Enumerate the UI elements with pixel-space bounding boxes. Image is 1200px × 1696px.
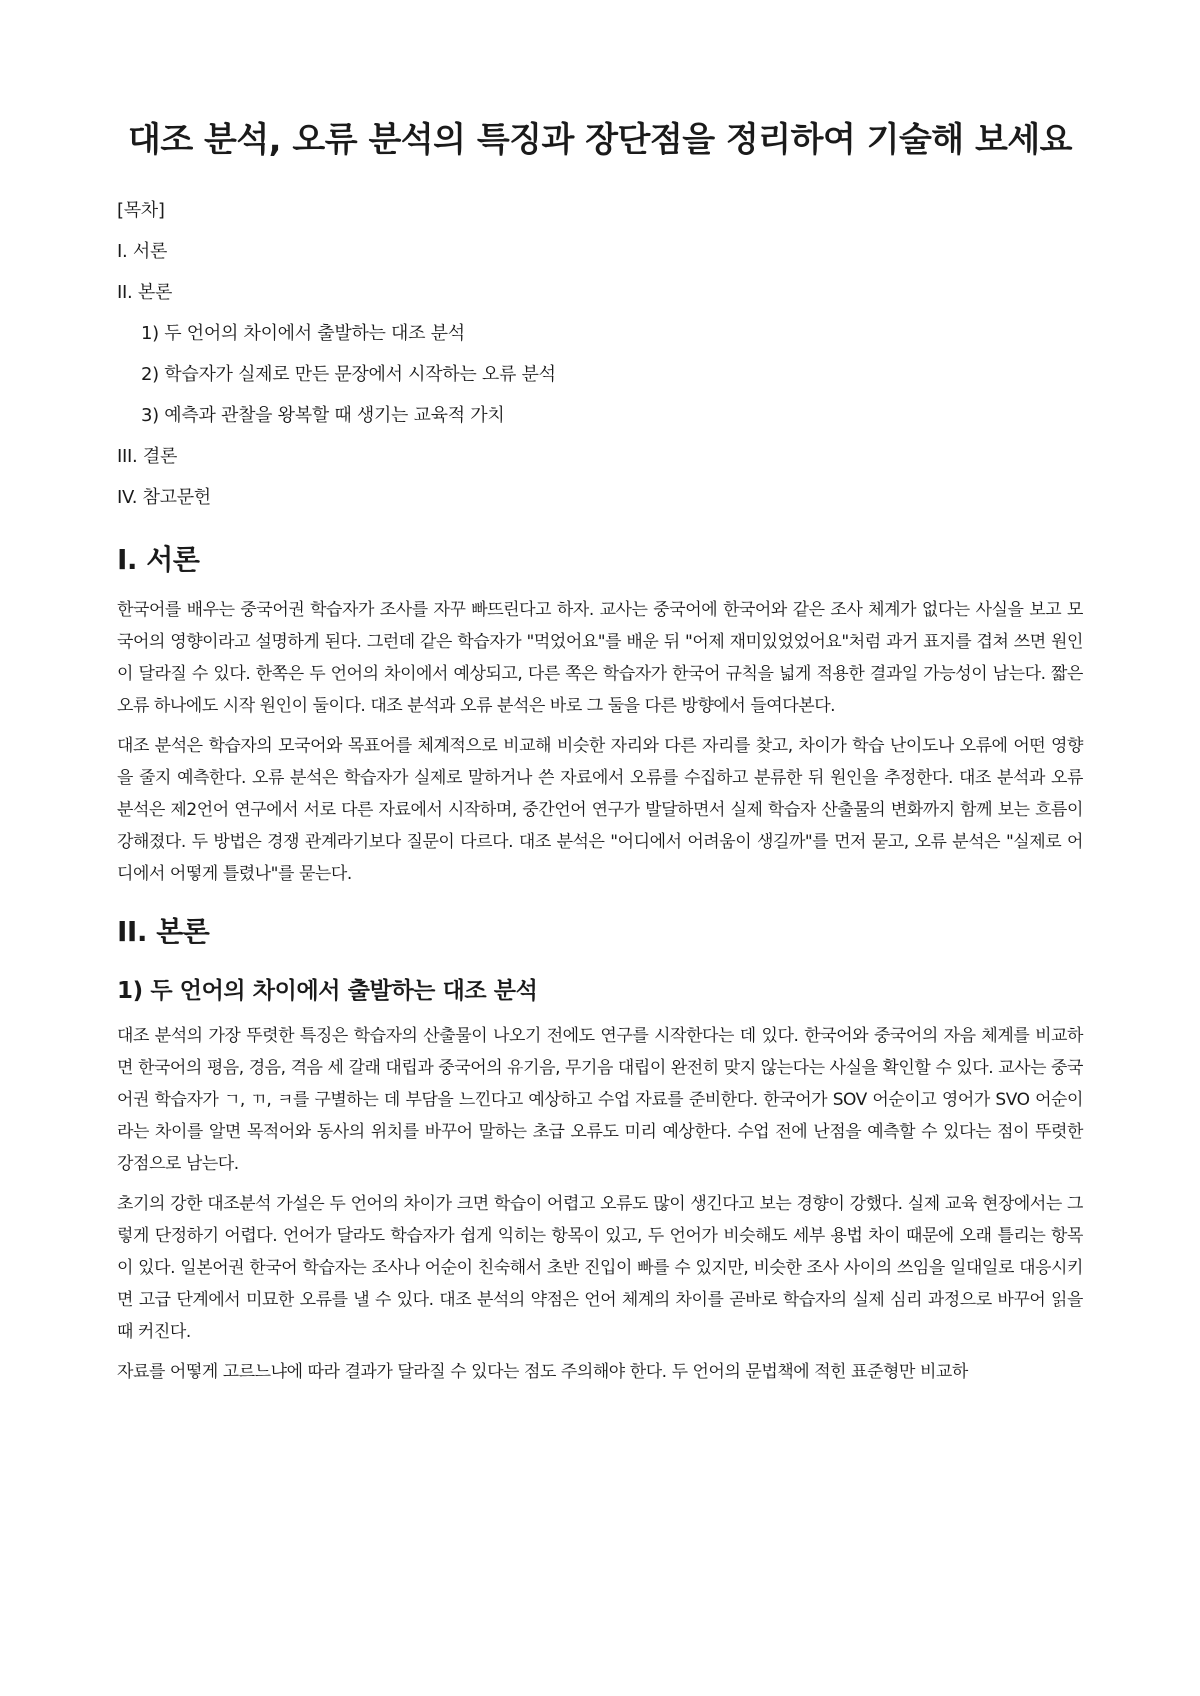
subsection-heading-contrastive: 1) 두 언어의 차이에서 출발하는 대조 분석 [117,978,538,1004]
intro-paragraph-2: 대조 분석은 학습자의 모국어와 목표어를 체계적으로 비교해 비슷한 자리와 다른 자리를 찾고, 차이가 학습 난이도나 오류에 어떤 영향을 줄지 예측한다. 오류 분석은 학습자가 실제로 말하거나 쓴 자료에서 오류를 수집하고 분류한 뒤 원인을 추정한다. 대조 분석과 오류 분석은 제2언어 연구에서 서로 다른 자료에서 시작하며, 중간언어 연구가 발달하면서 실제 학습자 산출물의 변화까지 함께 보는 흐름이 강해졌다. 두 방법은 경쟁 관계라기보다 질문이 다르다. 대조 분석은 "어디에서 어려움이 생길까"를 먼저 묻고, 오류 분석은 "실제로 어디에서 어떻게 틀렸나"를 묻는다. [117,736,1083,884]
toc-item-body-3: 3) 예측과 관찰을 왕복할 때 생기는 교육적 가치 [141,405,505,426]
toc-item-intro: I. 서론 [117,241,168,262]
toc-item-body-2: 2) 학습자가 실제로 만든 문장에서 시작하는 오류 분석 [141,364,556,385]
section-heading-body: II. 본론 [117,915,210,948]
contrastive-paragraph-1: 대조 분석의 가장 뚜렷한 특징은 학습자의 산출물이 나오기 전에도 연구를 시작한다는 데 있다. 한국어와 중국어의 자음 체계를 비교하면 한국어의 평음, 경음, 격음 세 갈래 대립과 중국어의 유기음, 무기음 대립이 완전히 맞지 않는다는 사실을 확인할 수 있다. 교사는 중국어권 학습자가 ㄱ, ㄲ, ㅋ를 구별하는 데 부담을 느낀다고 예상하고 수업 자료를 준비한다. 한국어가 SOV 어순이고 영어가 SVO 어순이라는 차이를 알면 목적어와 동사의 위치를 바꾸어 말하는 초급 오류도 미리 예상한다. 수업 전에 난점을 예측할 수 있다는 점이 뚜렷한 강점으로 남는다. [117,1026,1083,1174]
document-title: 대조 분석, 오류 분석의 특징과 장단점을 정리하여 기술해 보세요 [127,120,1073,160]
section-heading-intro: I. 서론 [117,543,200,576]
toc-item-body-1: 1) 두 언어의 차이에서 출발하는 대조 분석 [141,323,465,344]
toc-item-references: IV. 참고문헌 [117,487,211,508]
intro-paragraph-1: 한국어를 배우는 중국어권 학습자가 조사를 자꾸 빠뜨린다고 하자. 교사는 중국어에 한국어와 같은 조사 체계가 없다는 사실을 보고 모국어의 영향이라고 설명하게 된다. 그런데 같은 학습자가 "먹었어요"를 배운 뒤 "어제 재미있었었어요"처럼 과거 표지를 겹쳐 쓰면 원인이 달라질 수 있다. 한쪽은 두 언어의 차이에서 예상되고, 다른 쪽은 학습자가 한국어 규칙을 넓게 적용한 결과일 가능성이 남는다. 짧은 오류 하나에도 시작 원인이 둘이다. 대조 분석과 오류 분석은 바로 그 둘을 다른 방향에서 들여다본다. [117,600,1083,716]
toc-heading: [목차] [117,200,165,221]
toc-item-conclusion: III. 결론 [117,446,178,467]
toc-item-body: II. 본론 [117,282,173,303]
contrastive-paragraph-2: 초기의 강한 대조분석 가설은 두 언어의 차이가 크면 학습이 어렵고 오류도 많이 생긴다고 보는 경향이 강했다. 실제 교육 현장에서는 그렇게 단정하기 어렵다. 언어가 달라도 학습자가 쉽게 익히는 항목이 있고, 두 언어가 비슷해도 세부 용법 차이 때문에 오래 틀리는 항목이 있다. 일본어권 한국어 학습자는 조사나 어순이 친숙해서 초반 진입이 빠를 수 있지만, 비슷한 조사 사이의 쓰임을 일대일로 대응시키면 고급 단계에서 미묘한 오류를 낼 수 있다. 대조 분석의 약점은 언어 체계의 차이를 곧바로 학습자의 실제 심리 과정으로 바꾸어 읽을 때 커진다. [117,1194,1084,1342]
table-of-contents [117,190,1083,518]
contrastive-paragraph-3: 자료를 어떻게 고르느냐에 따라 결과가 달라질 수 있다는 점도 주의해야 한다. 두 언어의 문법책에 적힌 표준형만 비교하 [117,1362,968,1382]
